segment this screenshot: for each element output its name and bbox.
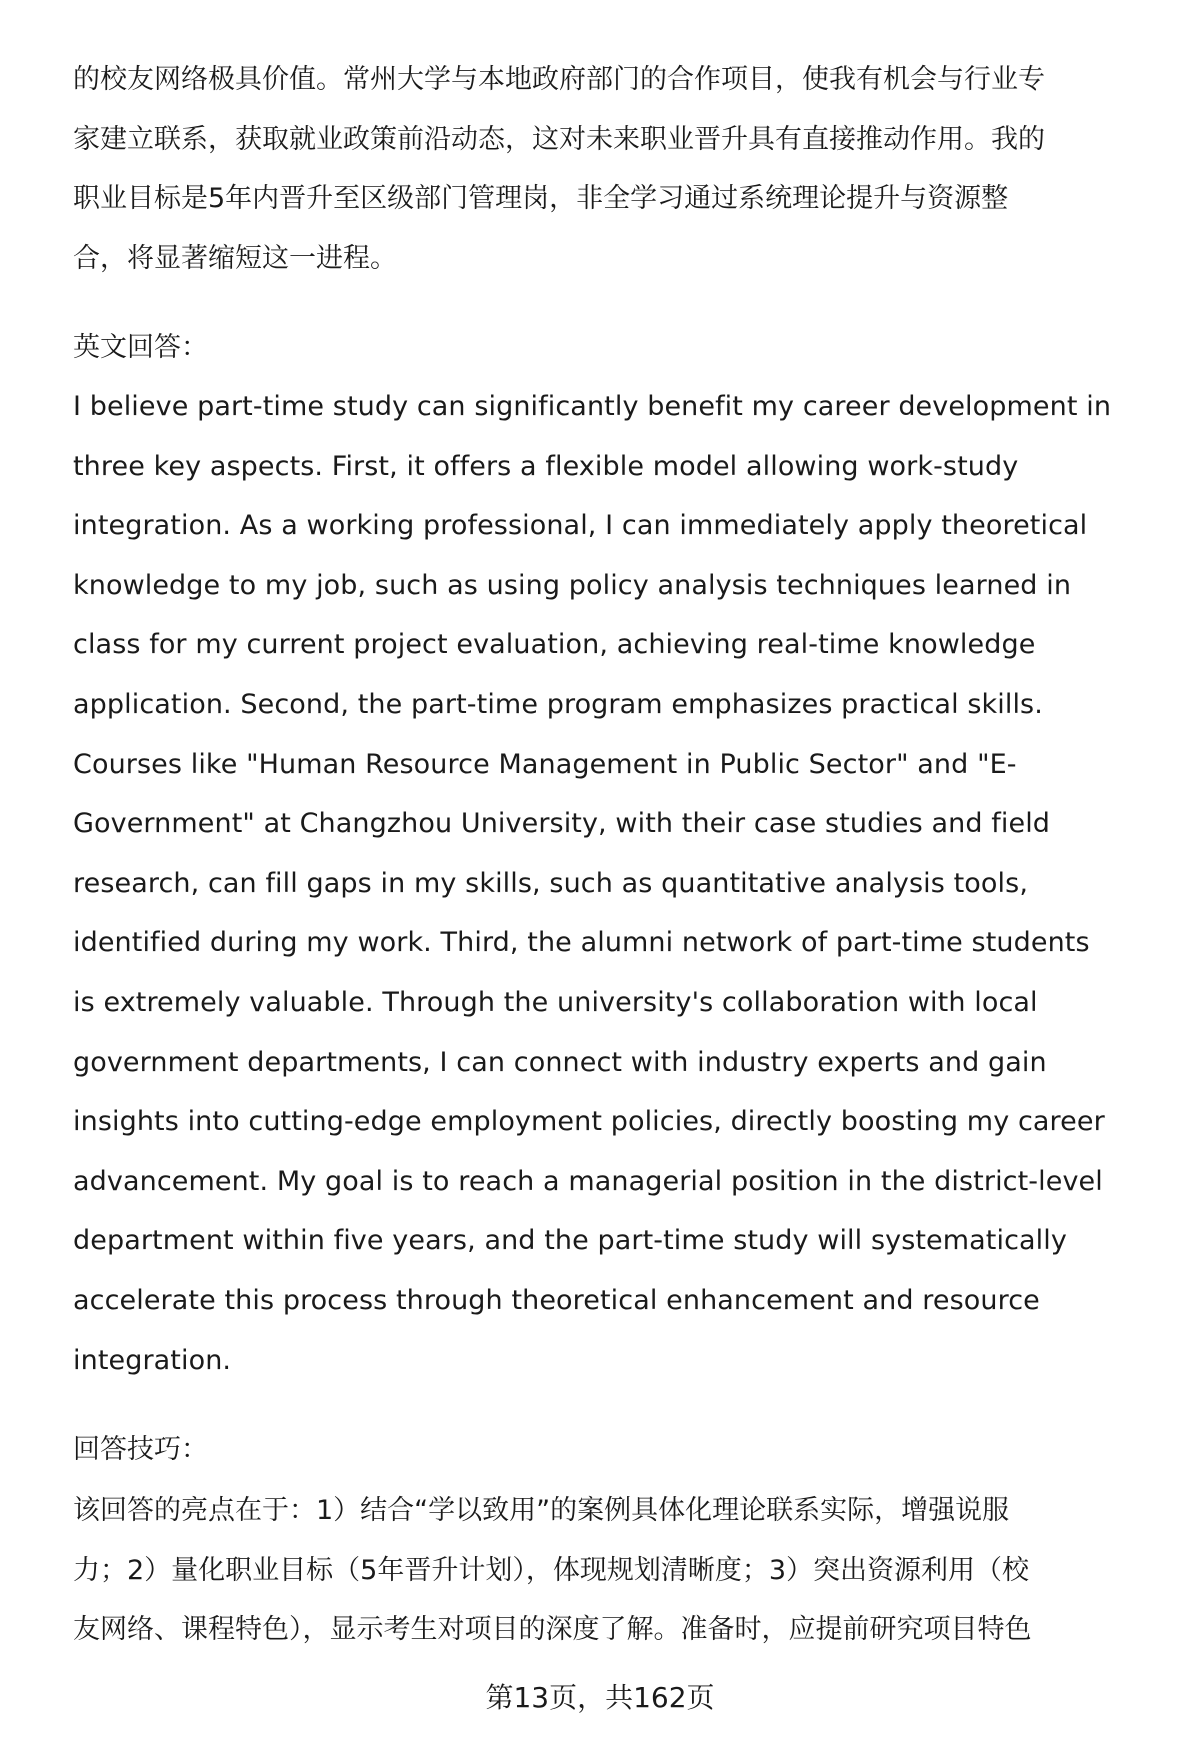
paragraph-line: 职业目标是5年内晋升至区级部门管理岗，非全学习通过系统理论提升与资源整 — [73, 183, 1009, 215]
chinese-answer-tail — [73, 50, 1163, 288]
tips-body — [73, 1481, 1163, 1660]
tips-heading: 回答技巧： — [73, 1434, 208, 1465]
page-number-footer: 第13页，共162页 — [485, 1681, 715, 1714]
paragraph-line: Government" at Changzhou University, with their case studies and field — [73, 808, 1051, 840]
paragraph-line: class for my current project evaluation, achieving real-time knowledge — [73, 629, 1036, 661]
paragraph-line: 合，将显著缩短这一进程。 — [73, 242, 397, 274]
paragraph-line: 的校友网络极具价值。常州大学与本地政府部门的合作项目，使我有机会与行业专 — [73, 64, 1045, 95]
paragraph-line: government departments, I can connect with industry experts and gain — [73, 1046, 1047, 1078]
paragraph-line: three key aspects. First, it offers a flexible model allowing work-study — [73, 450, 1019, 482]
paragraph-line: 力；2）量化职业目标（5年晋升计划），体现规划清晰度；3）突出资源利用（校 — [73, 1554, 1030, 1586]
paragraph-line: integration. — [73, 1344, 232, 1376]
paragraph-line: 家建立联系，获取就业政策前沿动态，这对未来职业晋升具有直接推动作用。我的 — [73, 123, 1045, 155]
paragraph-line: is extremely valuable. Through the university's collaboration with local — [73, 986, 1038, 1018]
paragraph-line: insights into cutting-edge employment policies, directly boosting my career — [73, 1106, 1105, 1138]
paragraph-line: application. Second, the part-time program emphasizes practical skills. — [73, 688, 1043, 720]
english-answer-heading: 英文回答： — [73, 332, 208, 363]
paragraph-line: 友网络、课程特色），显示考生对项目的深度了解。准备时，应提前研究项目特色 — [73, 1614, 1032, 1646]
english-answer — [73, 377, 1163, 1390]
paragraph-line: department within five years, and the part-time study will systematically — [73, 1225, 1067, 1257]
tips-heading-block — [73, 1420, 1163, 1480]
paragraph-line: 该回答的亮点在于：1）结合“学以致用”的案例具体化理论联系实际，增强说服 — [73, 1495, 1010, 1526]
paragraph-line: knowledge to my job, such as using policy analysis techniques learned in — [73, 569, 1072, 601]
paragraph-line: advancement. My goal is to reach a managerial position in the district-level — [73, 1165, 1103, 1197]
paragraph-line: I believe part-time study can significantly benefit my career development in — [73, 391, 1112, 422]
paragraph-line: accelerate this process through theoretical enhancement and resource — [73, 1284, 1040, 1316]
paragraph-line: research, can fill gaps in my skills, such as quantitative analysis tools, — [73, 867, 1028, 899]
paragraph-line: integration. As a working professional, I can immediately apply theoretical — [73, 510, 1088, 542]
paragraph-line: identified during my work. Third, the alumni network of part-time students — [73, 927, 1090, 959]
english-heading-block — [73, 318, 1163, 378]
paragraph-line: Courses like "Human Resource Management in Public Sector" and "E- — [73, 748, 1017, 780]
